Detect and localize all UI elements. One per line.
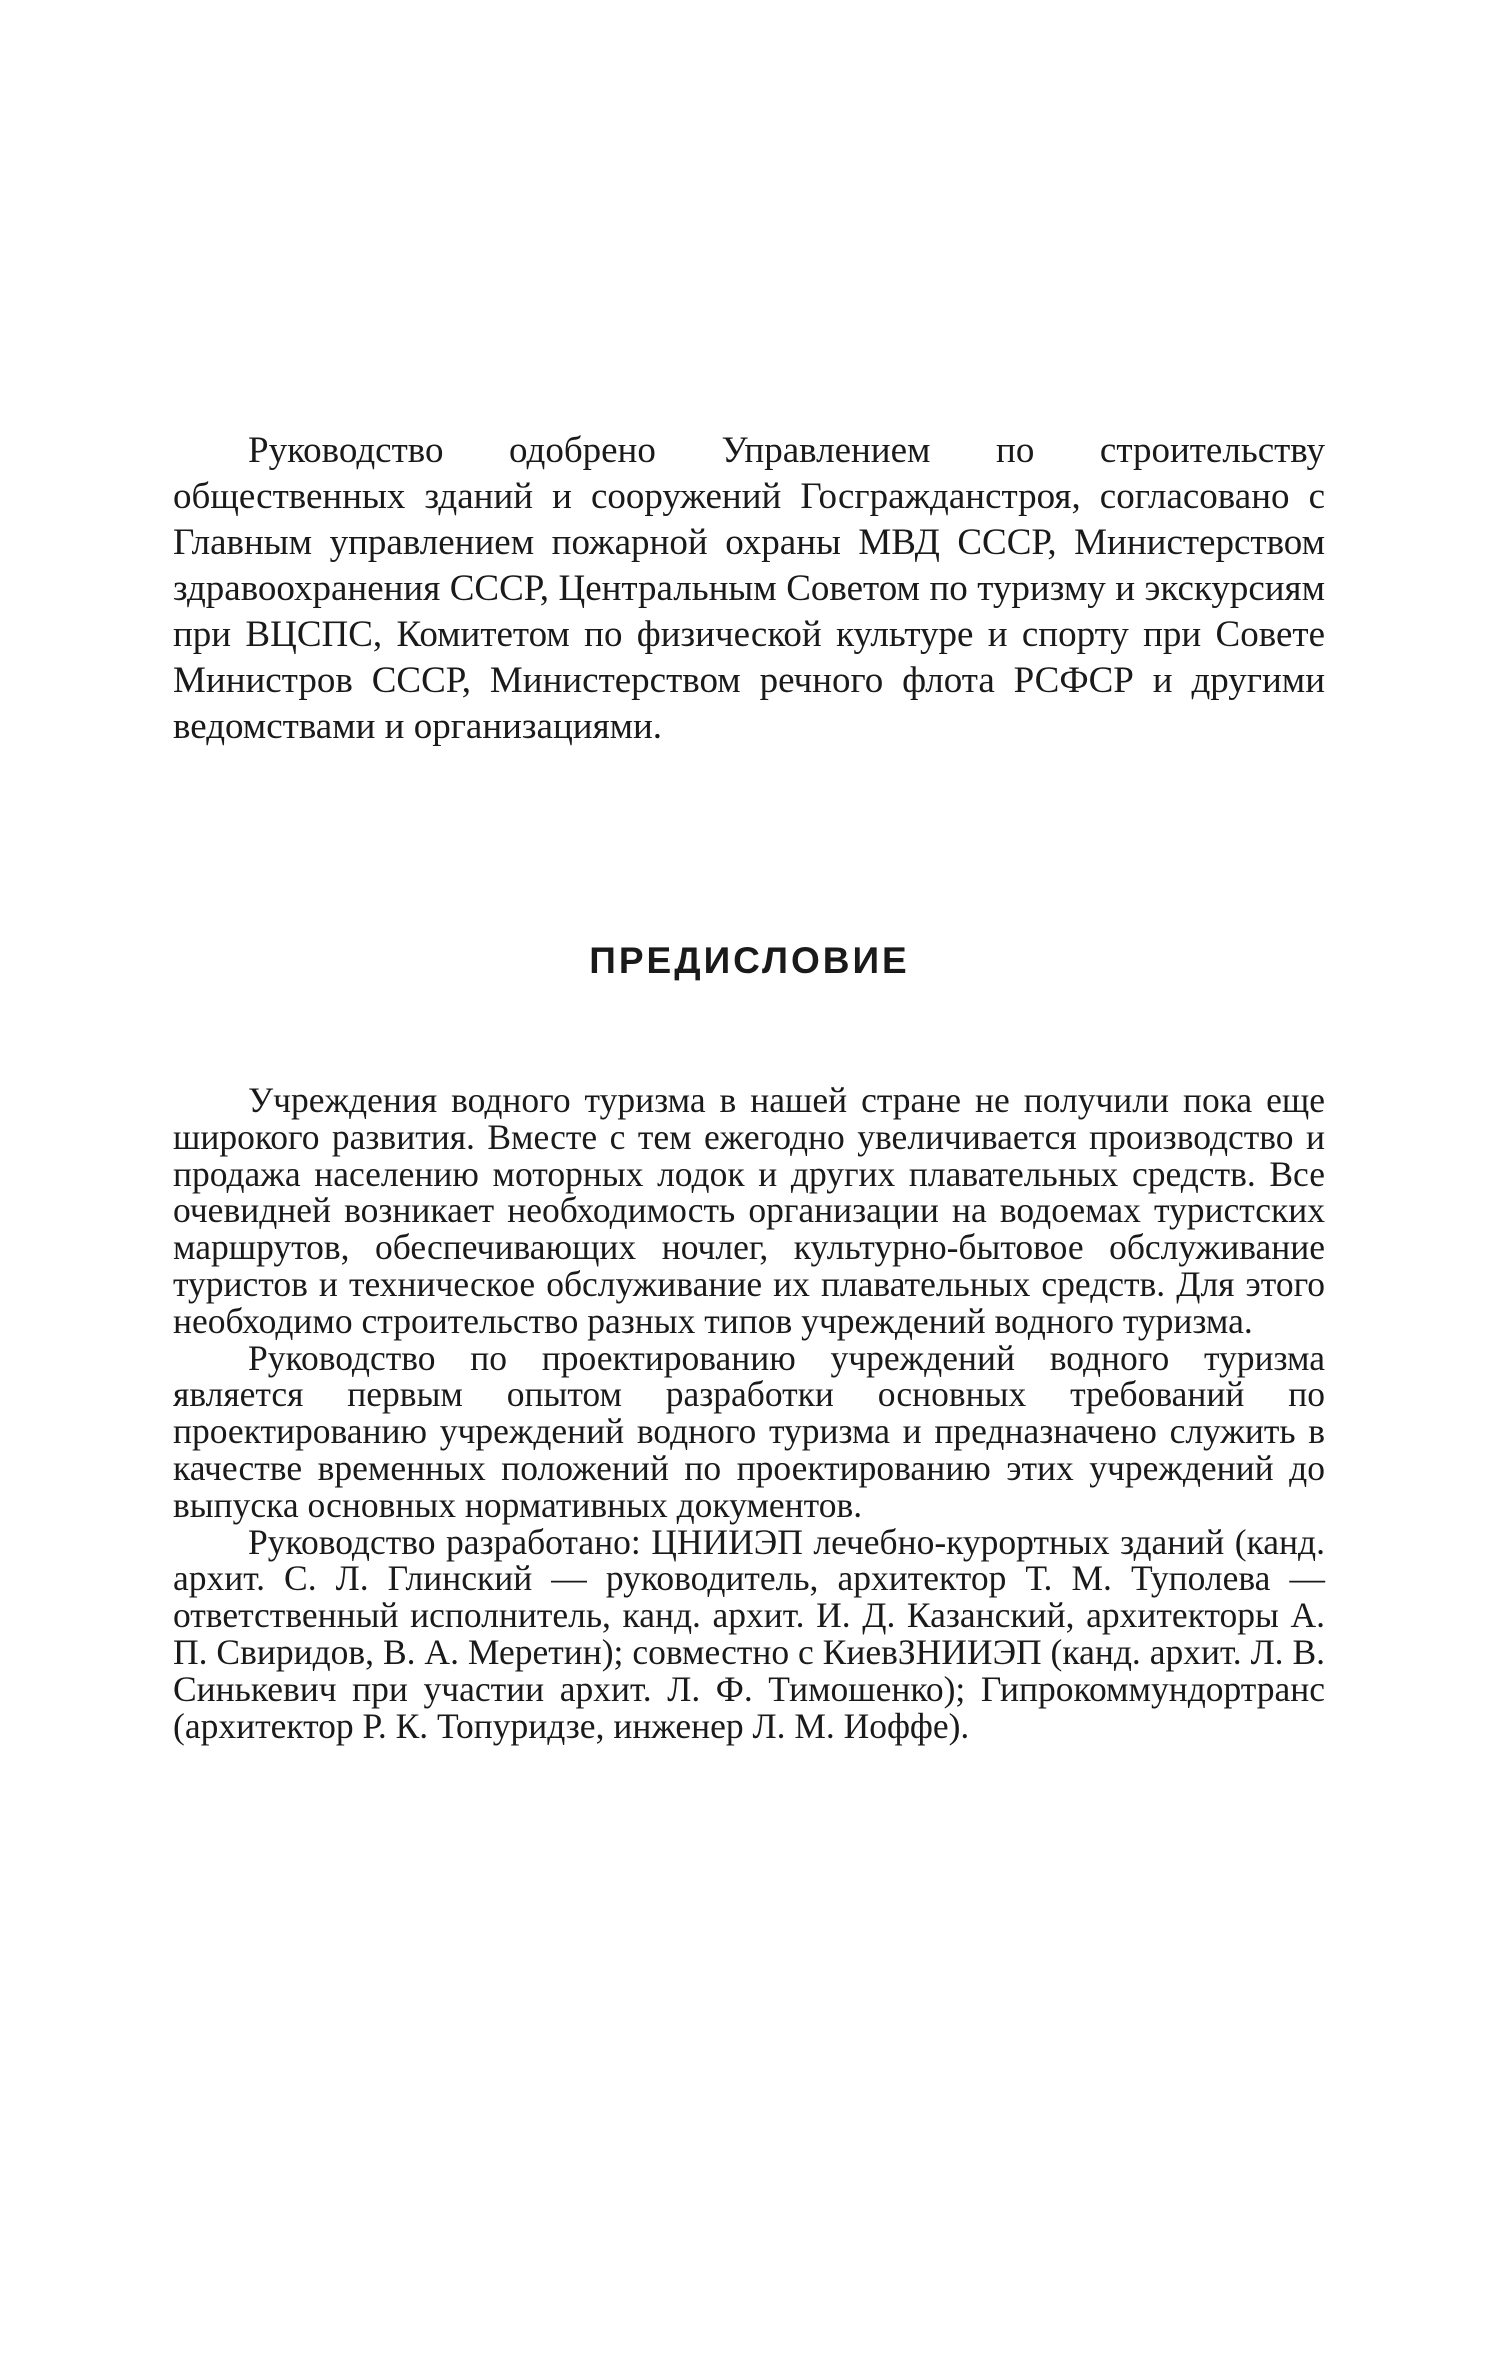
preface-heading: ПРЕДИСЛОВИЕ bbox=[589, 940, 910, 981]
preface-body bbox=[173, 1082, 1325, 1744]
approval-notice: Руководство одобрено Управлением по строительству общественных зданий и сооружений Госгражданстроя, согласовано с Главным управлением пожарной охраны МВД СССР, Министерством здравоохранения СССР, Центральным Советом по туризму и экскурсиям при ВЦСПС, Комитетом по физической культуре и спорту при Совете Министров СССР, Министерством речного флота РСФСР и другими ведомствами и организациями. bbox=[173, 430, 1325, 747]
preface-paragraph: Руководство по проектированию учреждений водного туризма является первым опытом разработки основных требований по проектированию учреждений водного туризма и предназначено служить в качестве временных положений по проектированию этих учреждений до выпуска основных нормативных документов. bbox=[173, 1337, 1325, 1525]
preface-paragraph: Учреждения водного туризма в нашей стране не получили пока еще широкого развития. Вместе с тем ежегодно увеличивается производство и продажа населению моторных лодок и других плавательных средств. Все очевидней возникает необходимость организации на водоемах туристских маршрутов, обеспечивающих ночлег, культурно-бытовое обслуживание туристов и техническое обслуживание их плавательных средств. Для этого необходимо строительство разных типов учреждений водного туризма. bbox=[173, 1080, 1325, 1341]
preface-paragraph: Руководство разработано: ЦНИИЭП лечебно-курортных зданий (канд. архит. С. Л. Глинский — руководитель, архитектор Т. М. Туполева — ответственный исполнитель, канд. архит. И. Д. Казанский, архитекторы А. П. Свиридов, В. А. Меретин); совместно с КиевЗНИИЭП (канд. архит. Л. В. Синькевич при участии архит. Л. Ф. Тимошенко); Гипрокоммундортранс (архитектор Р. К. Топуридзе, инженер Л. М. Иоффе). bbox=[173, 1521, 1325, 1746]
